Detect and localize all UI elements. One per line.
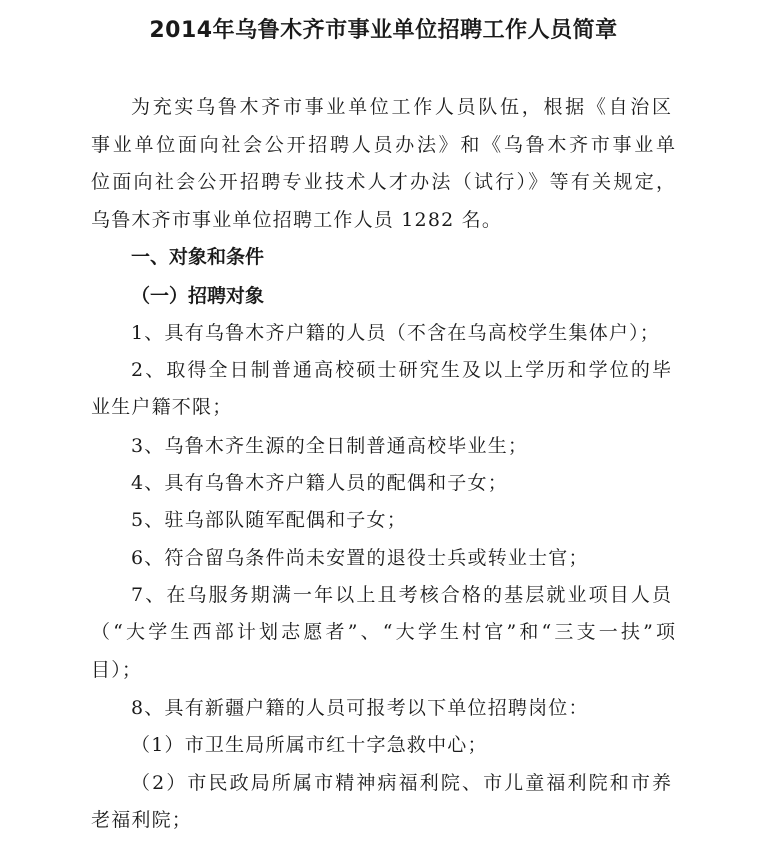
intro-line-4: 乌鲁木齐市事业单位招聘工作人员 1282 名。	[91, 209, 503, 231]
list-item-continuation: 目）；	[91, 659, 143, 681]
list-item: 1、具有乌鲁木齐户籍的人员（不含在乌高校学生集体户）；	[131, 322, 660, 344]
document-title: 2014年乌鲁木齐市事业单位招聘工作人员简章	[149, 18, 618, 43]
sub-list-item: （1）市卫生局所属市红十字急救中心；	[131, 734, 488, 756]
sub-list-item-continuation: 老福利院；	[91, 809, 193, 831]
list-item: 8、具有新疆户籍的人员可报考以下单位招聘岗位：	[131, 697, 589, 719]
intro-line-2: 事业单位面向社会公开招聘人员办法》和《乌鲁木齐市事业单	[91, 134, 675, 156]
list-item: 3、乌鲁木齐生源的全日制普通高校毕业生；	[131, 435, 529, 457]
list-item: 2、取得全日制普通高校硕士研究生及以上学历和学位的毕	[131, 359, 671, 381]
list-item: 4、具有乌鲁木齐户籍人员的配偶和子女；	[131, 472, 508, 494]
list-item-continuation: （“大学生西部计划志愿者”、“大学生村官”和“三支一扶”项	[91, 621, 675, 643]
subsection-heading: （一）招聘对象	[131, 285, 265, 307]
list-item-continuation: 业生户籍不限；	[91, 396, 233, 418]
intro-line-1: 为充实乌鲁木齐市事业单位工作人员队伍，根据《自治区	[131, 96, 671, 118]
sub-list-item: （2）市民政局所属市精神病福利院、市儿童福利院和市养	[131, 772, 671, 794]
intro-line-3: 位面向社会公开招聘专业技术人才办法（试行）》等有关规定，	[91, 171, 675, 193]
section-heading: 一、对象和条件	[131, 246, 265, 268]
list-item: 7、在乌服务期满一年以上且考核合格的基层就业项目人员	[131, 584, 671, 606]
list-item: 6、符合留乌条件尚未安置的退役士兵或转业士官；	[131, 547, 589, 569]
list-item: 5、驻乌部队随军配偶和子女；	[131, 509, 407, 531]
